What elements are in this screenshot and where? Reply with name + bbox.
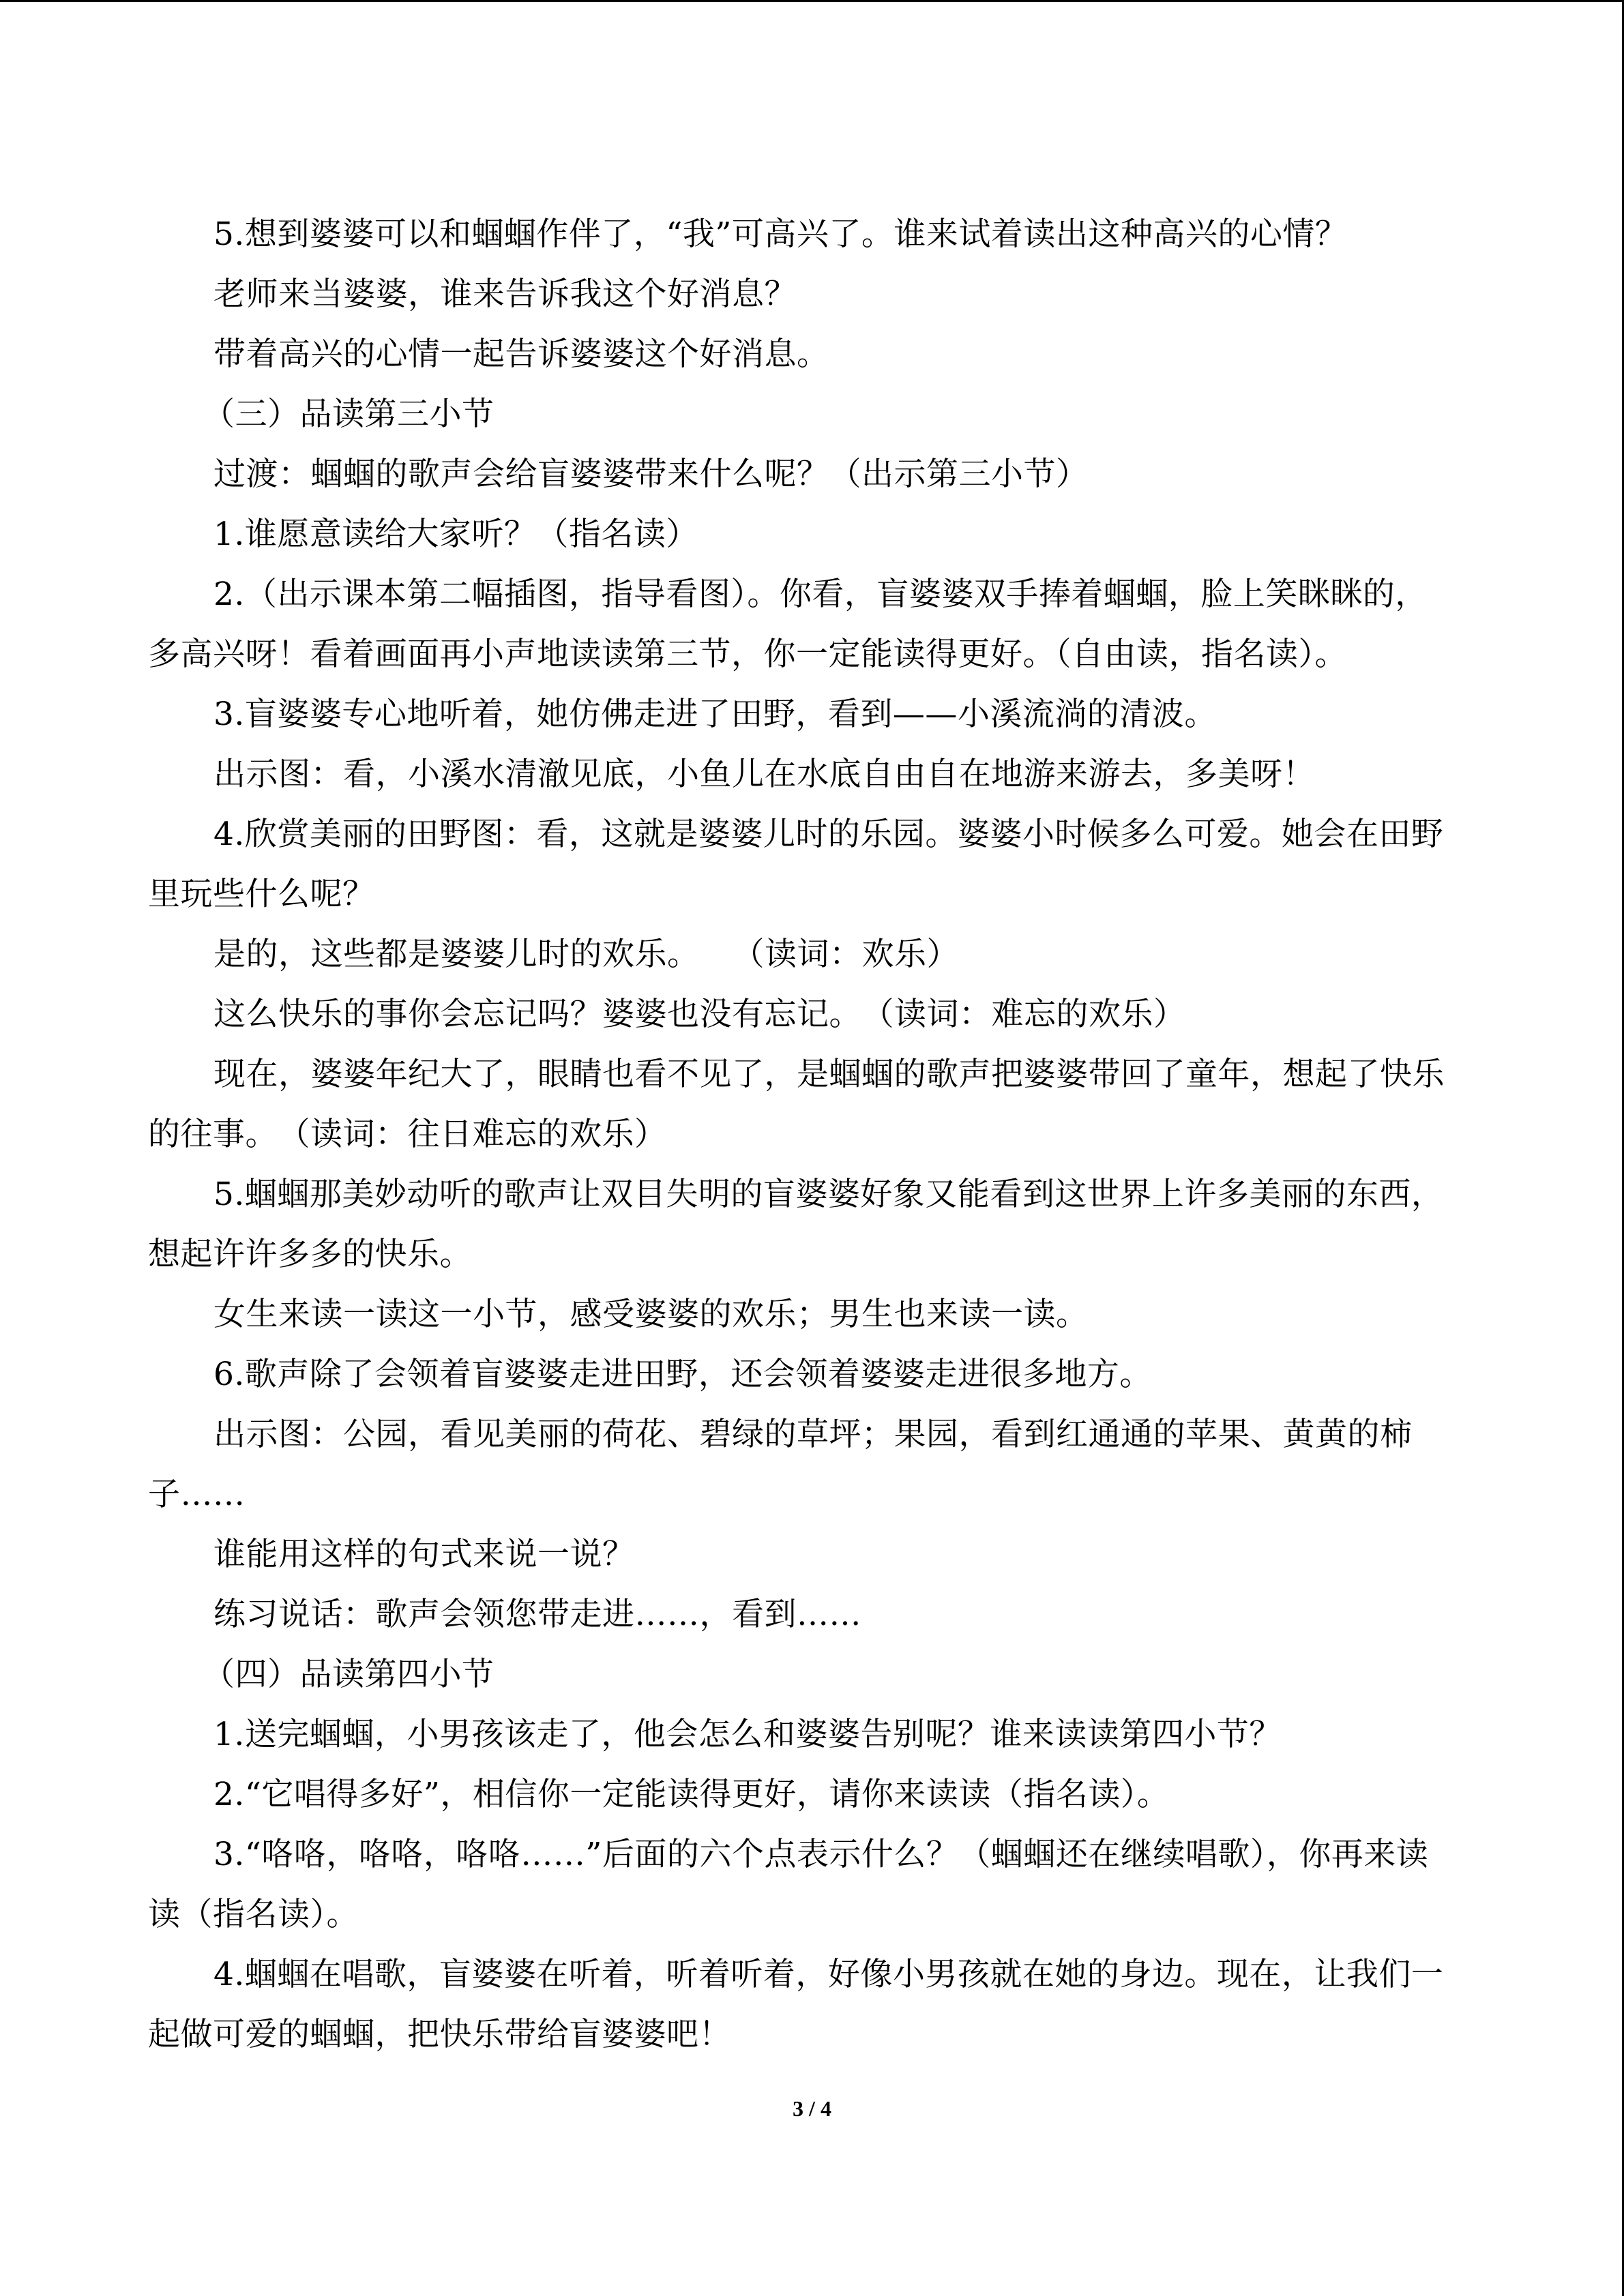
section-heading: （三）品读第三小节: [203, 396, 494, 433]
paragraph: 过渡：蝈蝈的歌声会给盲婆婆带来什么呢？（出示第三小节）: [213, 456, 1089, 493]
paragraph: 4.欣赏美丽的田野图：看，这就是婆婆儿时的乐园。婆婆小时候多么可爱。她会在田野里玩些什么呢？: [148, 816, 1444, 913]
paragraph: 老师来当婆婆，谁来告诉我这个好消息？: [213, 275, 797, 313]
paragraph: 现在，婆婆年纪大了，眼睛也看不见了，是蝈蝈的歌声把婆婆带回了童年，想起了快乐的往事。 （读词：往日难忘的欢乐）: [148, 1056, 1445, 1153]
paragraph: 5.想到婆婆可以和蝈蝈作伴了，“我”可高兴了。谁来试着读出这种高兴的心情？: [213, 215, 1348, 253]
paragraph: 6.歌声除了会领着盲婆婆走进田野，还会领着婆婆走进很多地方。: [213, 1356, 1152, 1393]
paragraph: 3.盲婆婆专心地听着，她仿佛走进了田野，看到——小溪流淌的清波。: [213, 696, 1217, 733]
paragraph: 出示图：看，小溪水清澈见底，小鱼儿在水底自由自在地游来游去，多美呀！: [213, 756, 1315, 793]
section-heading: （四）品读第四小节: [203, 1656, 494, 1693]
paragraph: 女生来读一读这一小节，感受婆婆的欢乐；男生也来读一读。: [213, 1296, 1089, 1333]
paragraph: 这么快乐的事你会忘记吗？婆婆也没有忘记。 （读词：难忘的欢乐）: [213, 996, 1186, 1033]
page-top-border: [0, 0, 1624, 2]
document-body: [148, 205, 1458, 2065]
paragraph: 练习说话：歌声会领您带走进……，看到……: [213, 1596, 861, 1633]
paragraph: 5.蝈蝈那美妙动听的歌声让双目失明的盲婆婆好象又能看到这世界上许多美丽的东西，想起许许多多的快乐。: [148, 1176, 1444, 1273]
paragraph: 3.“咯咯，咯咯，咯咯……”后面的六个点表示什么？（蝈蝈还在继续唱歌），你再来读读（指名读）。: [148, 1836, 1429, 1933]
paragraph: 出示图：公园，看见美丽的荷花、碧绿的草坪；果园，看到红通通的苹果、黄黄的柿子……: [148, 1416, 1413, 1513]
paragraph: 带着高兴的心情一起告诉婆婆这个好消息。: [213, 336, 829, 373]
paragraph: 1.谁愿意读给大家听？（指名读）: [213, 516, 698, 553]
paragraph: 1.送完蝈蝈，小男孩该走了，他会怎么和婆婆告别呢？谁来读读第四小节？: [213, 1716, 1282, 1753]
paragraph: 2.“它唱得多好”，相信你一定能读得更好，请你来读读（指名读）。: [213, 1776, 1170, 1813]
paragraph: 谁能用这样的句式来说一说？: [213, 1536, 635, 1573]
paragraph: 4.蝈蝈在唱歌，盲婆婆在听着，听着听着，好像小男孩就在她的身边。现在，让我们一起做可爱的蝈蝈，把快乐带给盲婆婆吧！: [148, 1956, 1444, 2053]
paragraph: 2.（出示课本第二幅插图，指导看图）。你看，盲婆婆双手捧着蝈蝈，脸上笑眯眯的，多高兴呀！看着画面再小声地读读第三节，你一定能读得更好。（自由读，指名读）。: [148, 576, 1428, 673]
page-number: 3 / 4: [793, 2096, 831, 2121]
paragraph: 是的，这些都是婆婆儿时的欢乐。 （读词：欢乐）: [213, 936, 959, 973]
